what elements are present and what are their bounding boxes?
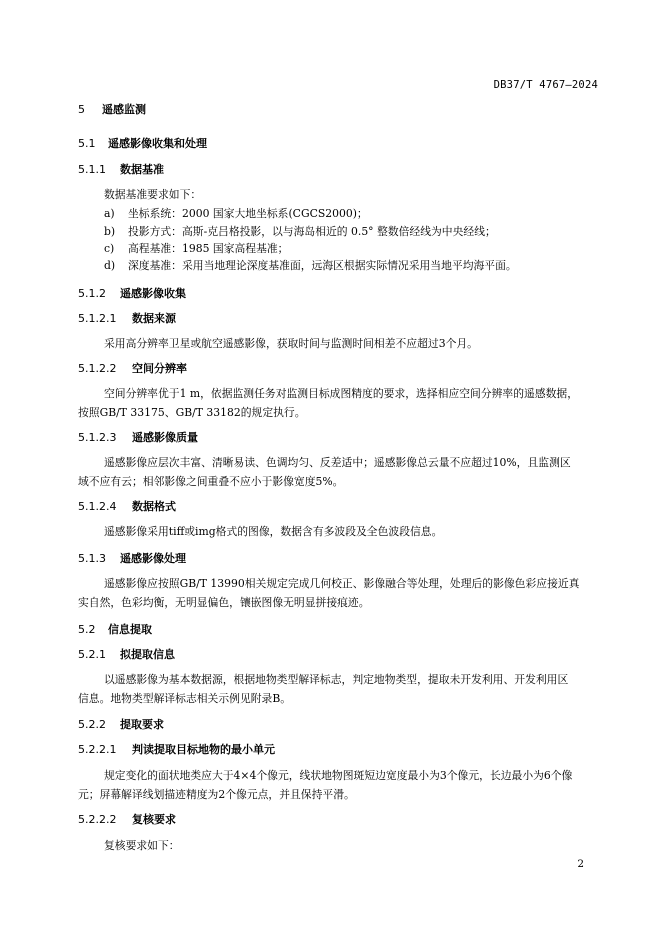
heading-title: 空间分辨率 (132, 362, 187, 375)
list-label: a) (104, 207, 115, 220)
heading-number: 5.1.2.2 (78, 362, 117, 375)
heading-5-1-2-1 (78, 312, 176, 326)
heading-number: 5.2.2 (78, 718, 106, 731)
heading-title: 数据来源 (132, 312, 176, 325)
heading-number: 5.2 (78, 623, 96, 636)
heading-title: 遥感影像收集 (120, 287, 186, 300)
heading-number: 5.1.1 (78, 163, 106, 176)
heading-title: 判读提取目标地物的最小单元 (132, 743, 275, 756)
heading-5-1-2-4 (78, 500, 176, 514)
list-label: d) (104, 259, 116, 272)
heading-5-2-2 (78, 718, 164, 732)
paragraph-line: 空间分辨率优于1 m，依据监测任务对监测目标成图精度的要求，选择相应空间分辨率的遥感数据， (104, 387, 579, 400)
heading-title: 提取要求 (120, 718, 164, 731)
heading-number: 5 (78, 103, 85, 116)
heading-title: 遥感影像收集和处理 (108, 137, 207, 150)
heading-number: 5.1 (78, 137, 96, 150)
heading-5-2-2-2 (78, 813, 176, 827)
document-code: DB37/T 4767—2024 (493, 79, 598, 91)
heading-5-1-3 (78, 552, 186, 566)
heading-5-1-2-3 (78, 431, 198, 445)
paragraph-line: 按照GB/T 33175、GB/T 33182的规定执行。 (78, 406, 306, 419)
heading-5-2 (78, 623, 152, 637)
heading-title: 信息提取 (108, 623, 152, 636)
list-text: 投影方式：高斯-克吕格投影，以与海岛相近的 0.5° 整数倍经线为中央经线； (128, 225, 496, 238)
paragraph-line: 遥感影像应层次丰富、清晰易读、色调均匀、反差适中；遥感影像总云量不应超过10%，且监测区 (104, 456, 571, 469)
heading-number: 5.2.1 (78, 648, 106, 661)
paragraph-line: 规定变化的面状地类应大于4×4个像元，线状地物图斑短边宽度最小为3个像元，长边最小为6个像 (104, 769, 573, 782)
heading-title: 拟提取信息 (120, 648, 175, 661)
paragraph-line: 以遥感影像为基本数据源，根据地物类型解译标志，判定地物类型，提取未开发利用、开发利用区 (104, 673, 569, 686)
heading-number: 5.1.3 (78, 552, 106, 565)
heading-title: 遥感监测 (102, 103, 146, 116)
list-text: 深度基准：采用当地理论深度基准面，远海区根据实际情况采用当地平均海平面。 (128, 259, 517, 272)
heading-5-1 (78, 137, 207, 151)
heading-5-2-2-1 (78, 743, 275, 757)
heading-number: 5.1.2.3 (78, 431, 117, 444)
paragraph-line: 元；屏幕解译线划描迹精度为2个像元点，并且保持平滑。 (78, 788, 355, 801)
page-number: 2 (577, 858, 584, 870)
list-text: 坐标系统：2000 国家大地坐标系(CGCS2000)； (128, 207, 368, 220)
list-text: 高程基准：1985 国家高程基准； (128, 242, 289, 255)
list-item (104, 259, 517, 273)
heading-title: 遥感影像质量 (132, 431, 198, 444)
heading-5-2-1 (78, 648, 175, 662)
paragraph-line: 信息。地物类型解译标志相关示例见附录B。 (78, 692, 292, 705)
heading-5 (78, 103, 146, 117)
heading-5-1-2-2 (78, 362, 187, 376)
heading-5-1-1 (78, 163, 164, 177)
heading-title: 数据基准 (120, 163, 164, 176)
paragraph-line: 采用高分辨率卫星或航空遥感影像，获取时间与监测时间相差不应超过3个月。 (104, 337, 478, 350)
heading-number: 5.2.2.2 (78, 813, 117, 826)
heading-title: 复核要求 (132, 813, 176, 826)
list-item (104, 207, 368, 221)
paragraph-line: 遥感影像采用tiff或img格式的图像，数据含有多波段及全色波段信息。 (104, 525, 443, 538)
heading-number: 5.1.2.1 (78, 312, 117, 325)
heading-title: 遥感影像处理 (120, 552, 186, 565)
list-label: c) (104, 242, 115, 255)
paragraph-line: 实自然，色彩均衡，无明显偏色，镶嵌图像无明显拼接痕迹。 (78, 596, 370, 609)
paragraph-line: 遥感影像应按照GB/T 13990相关规定完成几何校正、影像融合等处理，处理后的影像色彩应接近真 (104, 577, 580, 590)
paragraph-line: 域不应有云；相邻影像之间重叠不应小于影像宽度5%。 (78, 475, 344, 488)
heading-number: 5.1.2 (78, 287, 106, 300)
list-label: b) (104, 225, 116, 238)
heading-title: 数据格式 (132, 500, 176, 513)
heading-5-1-2 (78, 287, 186, 301)
paragraph-line: 复核要求如下： (104, 839, 180, 852)
heading-number: 5.2.2.1 (78, 743, 117, 756)
heading-number: 5.1.2.4 (78, 500, 117, 513)
paragraph-intro: 数据基准要求如下： (104, 188, 202, 201)
list-item (104, 242, 288, 256)
list-item (104, 225, 496, 239)
